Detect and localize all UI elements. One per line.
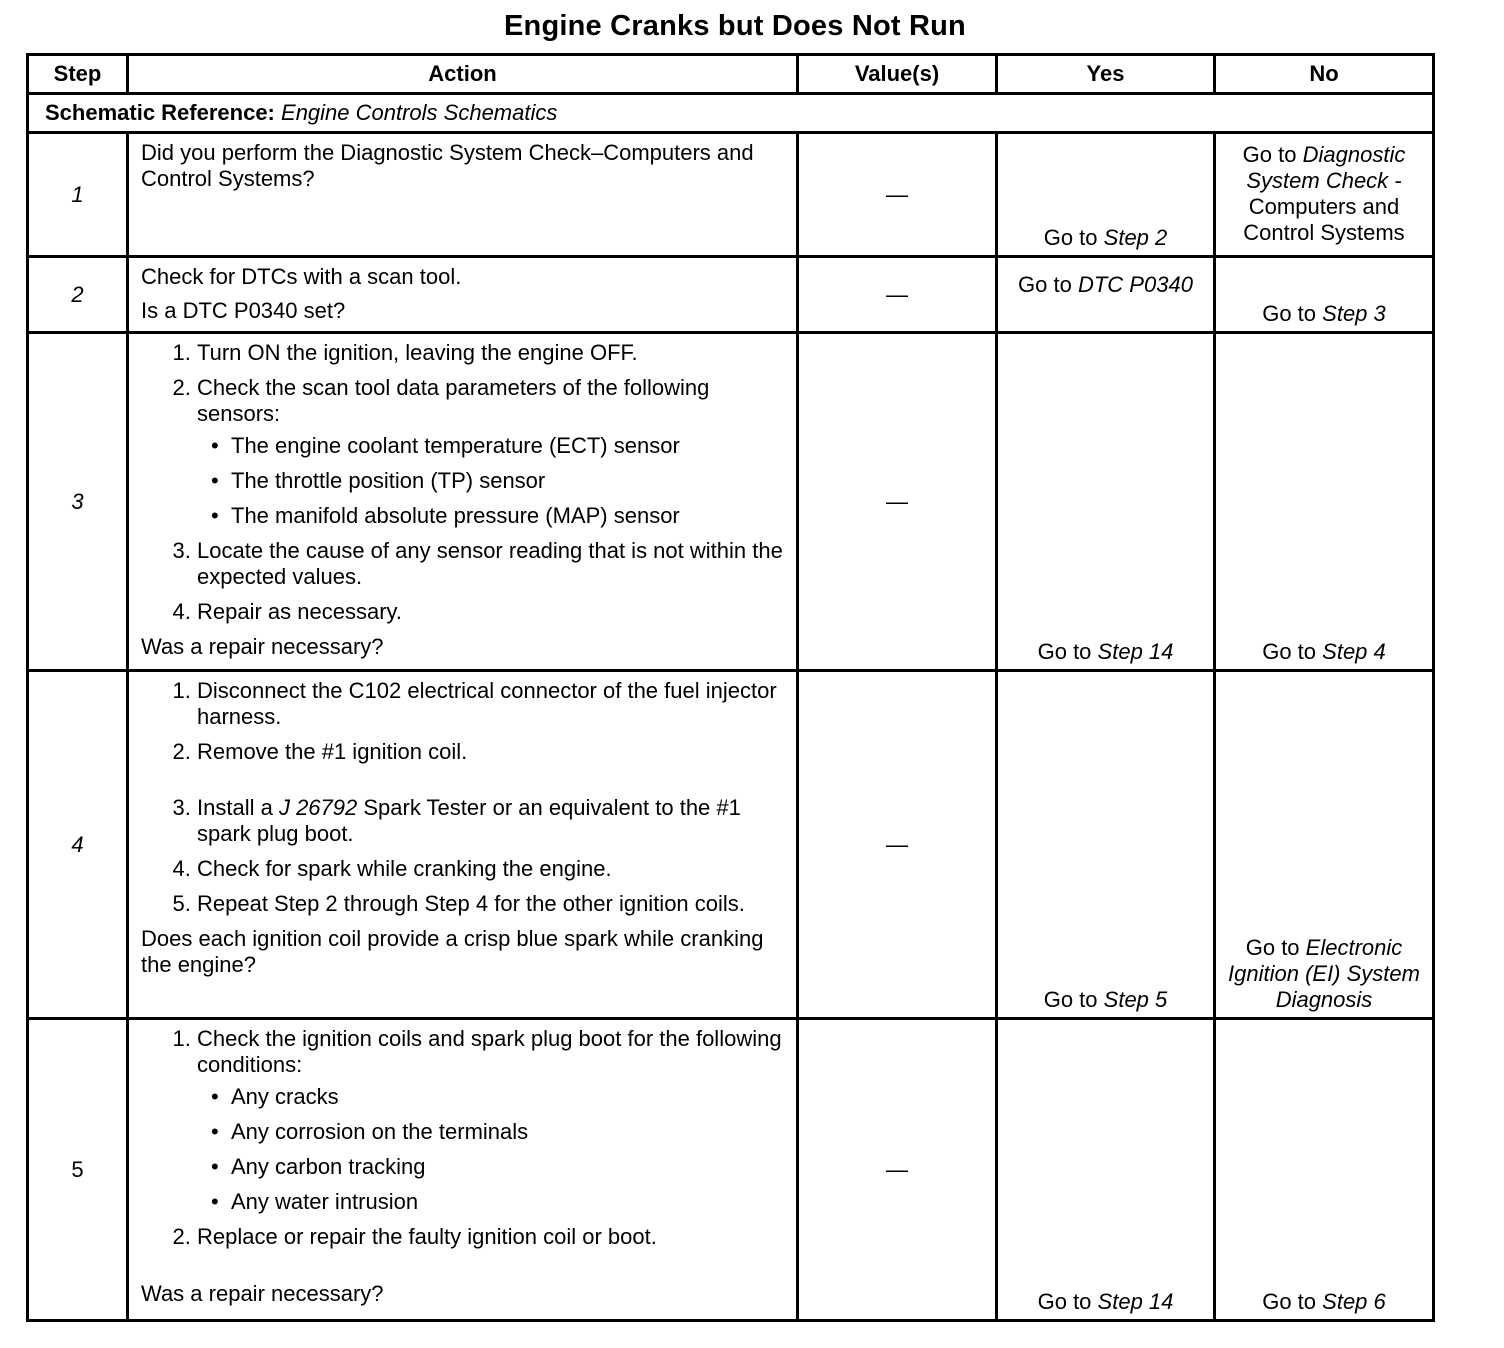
schematic-reference: [28, 94, 1434, 133]
install-text: Spark Tester or an equivalent to the #1 spark plug boot.: [197, 795, 741, 846]
yes-link[interactable]: Step 2: [1103, 225, 1168, 250]
table-row: [28, 333, 1434, 671]
value-cell: —: [798, 671, 997, 1019]
table-row: [28, 257, 1434, 333]
step-number: 1: [28, 133, 128, 257]
list-item: [197, 795, 786, 847]
step-number: 5: [28, 1019, 128, 1321]
yes-cell: [997, 1019, 1215, 1321]
header-value: Value(s): [798, 55, 997, 94]
no-prefix: Go to: [1262, 301, 1317, 326]
step-number: 4: [28, 671, 128, 1019]
schematic-link: Engine Controls Schematics: [281, 100, 558, 125]
bullet-item: • The manifold absolute pressure (MAP) sensor: [231, 503, 786, 529]
yes-prefix: Go to: [1037, 1289, 1092, 1314]
action-cell: [128, 333, 798, 671]
yes-prefix: Go to: [1043, 987, 1098, 1012]
header-step: Step: [28, 55, 128, 94]
page-title: Engine Cranks but Does Not Run: [504, 10, 966, 42]
no-prefix: Go to: [1245, 935, 1300, 960]
yes-link[interactable]: Step 14: [1097, 639, 1174, 664]
action-steps: [141, 1026, 786, 1250]
sensor-list: [197, 433, 786, 529]
list-item: 4. Check for spark while cranking the engine.: [197, 856, 786, 882]
bullet-item: • The throttle position (TP) sensor: [231, 468, 786, 494]
no-cell: [1215, 257, 1434, 333]
table-row: [28, 1019, 1434, 1321]
yes-cell: [997, 333, 1215, 671]
yes-link[interactable]: Step 14: [1097, 1289, 1174, 1314]
no-link[interactable]: Step 6: [1322, 1289, 1386, 1314]
condition-list: [197, 1084, 786, 1215]
no-link[interactable]: Diagnostic System Check -: [1246, 142, 1406, 193]
value-cell: —: [798, 1019, 997, 1321]
action-cell: [128, 257, 798, 333]
install-prefix: Install a: [197, 795, 273, 820]
question: Is a DTC P0340 set?: [141, 298, 346, 323]
list-item: 2. Replace or repair the faulty ignition coil or boot.: [197, 1224, 786, 1250]
no-prefix: Go to: [1242, 142, 1297, 167]
action-cell: [128, 133, 798, 257]
question: Did you perform the Diagnostic System Check–Computers and Control Systems?: [141, 140, 754, 191]
diagnostic-table: [26, 53, 1435, 1322]
bullet-item: • The engine coolant temperature (ECT) sensor: [231, 433, 786, 459]
header-row: [28, 55, 1434, 94]
table-row: [28, 133, 1434, 257]
yes-cell: [997, 671, 1215, 1019]
schematic-label: Schematic Reference:: [45, 100, 275, 125]
value-cell: —: [798, 257, 997, 333]
bullet-item: • Any cracks: [231, 1084, 786, 1110]
value-cell: —: [798, 333, 997, 671]
no-link[interactable]: Electronic Ignition (EI) System Diagnosis: [1228, 935, 1420, 1012]
question: Was a repair necessary?: [141, 634, 384, 659]
no-cell: [1215, 333, 1434, 671]
no-suffix: Computers and Control Systems: [1243, 194, 1405, 245]
action-cell: [128, 1019, 798, 1321]
header-action: Action: [128, 55, 798, 94]
action-steps: [141, 340, 786, 625]
no-cell: [1215, 133, 1434, 257]
bullet-item: • Any corrosion on the terminals: [231, 1119, 786, 1145]
no-cell: [1215, 1019, 1434, 1321]
question: Was a repair necessary?: [141, 1281, 384, 1306]
no-link[interactable]: Step 4: [1322, 639, 1386, 664]
bullet-item: • Any carbon tracking: [231, 1154, 786, 1180]
question: Does each ignition coil provide a crisp blue spark while cranking the engine?: [141, 926, 764, 977]
header-no: No: [1215, 55, 1434, 94]
list-item: 1. Disconnect the C102 electrical connector of the fuel injector harness.: [197, 678, 786, 730]
no-prefix: Go to: [1262, 1289, 1317, 1314]
list-item: [197, 1026, 786, 1215]
schematic-row: [28, 94, 1434, 133]
list-item-text: Check the ignition coils and spark plug boot for the following conditions:: [197, 1026, 782, 1077]
yes-cell: [997, 133, 1215, 257]
list-item: 4. Repair as necessary.: [197, 599, 786, 625]
action-cell: [128, 671, 798, 1019]
step-number: 3: [28, 333, 128, 671]
list-item: [197, 375, 786, 529]
no-prefix: Go to: [1262, 639, 1317, 664]
spacer: [141, 1259, 786, 1281]
value-cell: —: [798, 133, 997, 257]
table-row: [28, 671, 1434, 1019]
yes-prefix: Go to: [1018, 272, 1072, 297]
yes-link[interactable]: DTC P0340: [1077, 272, 1193, 297]
yes-prefix: Go to: [1043, 225, 1098, 250]
action-steps: [141, 678, 786, 917]
yes-cell: [997, 257, 1215, 333]
list-item-text: Check the scan tool data parameters of the following sensors:: [197, 375, 710, 426]
yes-link[interactable]: Step 5: [1103, 987, 1168, 1012]
yes-prefix: Go to: [1037, 639, 1092, 664]
list-item: 5. Repeat Step 2 through Step 4 for the other ignition coils.: [197, 891, 786, 917]
list-item: 3. Locate the cause of any sensor reading that is not within the expected values.: [197, 538, 786, 590]
list-item: 2. Remove the #1 ignition coil.: [197, 739, 786, 765]
step-number: 2: [28, 257, 128, 333]
no-cell: [1215, 671, 1434, 1019]
list-item: 1. Turn ON the ignition, leaving the engine OFF.: [197, 340, 786, 366]
header-yes: Yes: [997, 55, 1215, 94]
action-line: Check for DTCs with a scan tool.: [141, 264, 462, 289]
tool-number: J 26792: [278, 795, 358, 820]
no-link[interactable]: Step 3: [1322, 301, 1386, 326]
bullet-item: • Any water intrusion: [231, 1189, 786, 1215]
